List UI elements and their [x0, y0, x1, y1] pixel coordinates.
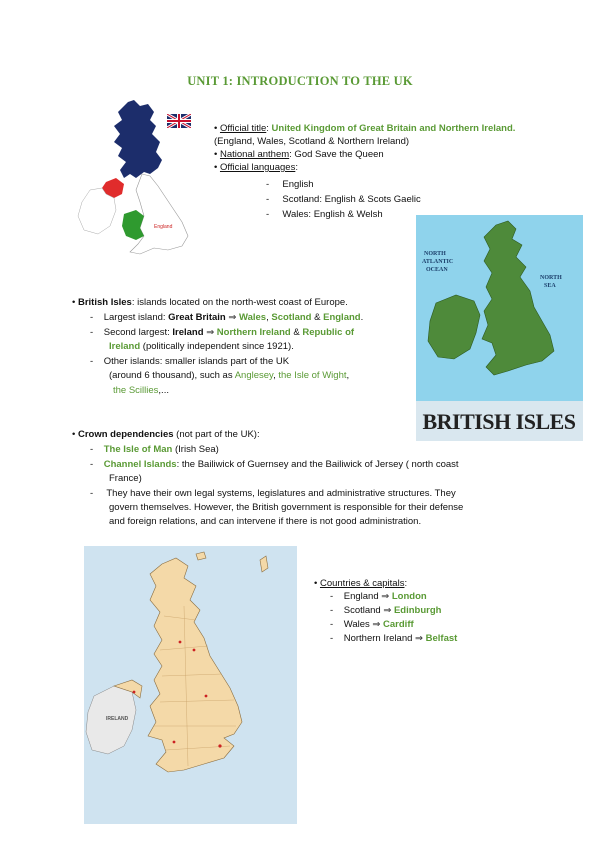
legal-item-cont2: and foreign relations, and can intervene if there is not good administration. [109, 516, 422, 527]
capitals-heading: • Countries & capitals: [314, 578, 408, 589]
north-atlantic-label: NORTH ATLANTIC OCEAN [422, 251, 454, 273]
second-island-item-cont: Ireland (politically independent since 1921). [109, 341, 294, 352]
languages-label: Official languages [219, 162, 296, 173]
legal-item-cont: govern themselves. However, the British government is responsible for their defense [109, 502, 464, 513]
largest-island-item: - Largest island: Great Britain ⇒ Wales, Scotland & England. [90, 312, 364, 323]
language-item: - Wales: English & Welsh [266, 209, 383, 220]
capital-item: - Wales ⇒ Cardiff [330, 619, 414, 630]
official-title-value: United Kingdom of Great Britain and Northern Ireland. [271, 123, 516, 134]
union-flag-icon [167, 114, 191, 128]
other-islands-item-cont: (around 6 thousand), such as Anglesey, the Isle of Wight, [109, 370, 350, 381]
england-label: England [154, 224, 173, 230]
second-island-item: - Second largest: Ireland ⇒ Northern Ireland & Republic of [90, 327, 355, 338]
legal-item: - They have their own legal systems, legislatures and administrative structures. They [90, 488, 456, 499]
language-item: - Scotland: English & Scots Gaelic [266, 194, 421, 205]
capital-item: - Northern Ireland ⇒ Belfast [330, 633, 458, 644]
other-islands-item: - Other islands: smaller islands part of the UK [90, 356, 290, 367]
british-isles-map [416, 215, 583, 441]
wales-shape [122, 210, 144, 240]
anthem-value: : God Save the Queen [289, 149, 384, 160]
intro-block: • Official title: United Kingdom of Great Britain and Northern Ireland. (England, Wales, Scotland & Northern Ireland) • National anthem: God Save the Queen • Official languages: [214, 123, 516, 173]
anthem-label: National anthem [219, 149, 290, 160]
official-title-detail: (England, Wales, Scotland & Northern Ireland) [214, 136, 410, 147]
isle-of-man-item: - The Isle of Man (Irish Sea) [90, 444, 219, 455]
channel-islands-item: - Channel Islands: the Bailiwick of Guernsey and the Bailiwick of Jersey ( north coast [90, 459, 459, 470]
language-item: - English [266, 179, 314, 190]
british-isles-banner: BRITISH ISLES [422, 409, 576, 434]
capital-item: - England ⇒ London [330, 591, 427, 602]
channel-islands-item-cont: France) [109, 473, 142, 484]
scotland-shape [114, 100, 162, 178]
capital-item: - Scotland ⇒ Edinburgh [330, 605, 442, 616]
british-isles-heading: • British Isles: islands located on the north-west coast of Europe. [72, 297, 348, 308]
ireland-label: IRELAND [106, 716, 129, 722]
official-title-label: Official title [219, 123, 267, 134]
north-sea-label: NORTH SEA [540, 275, 562, 289]
other-islands-item-cont2: the Scillies,... [113, 385, 169, 396]
uk-detailed-map [84, 546, 297, 824]
crown-heading: • Crown dependencies (not part of the UK): [72, 429, 260, 440]
page-title: UNIT 1: INTRODUCTION TO THE UK [187, 74, 413, 88]
